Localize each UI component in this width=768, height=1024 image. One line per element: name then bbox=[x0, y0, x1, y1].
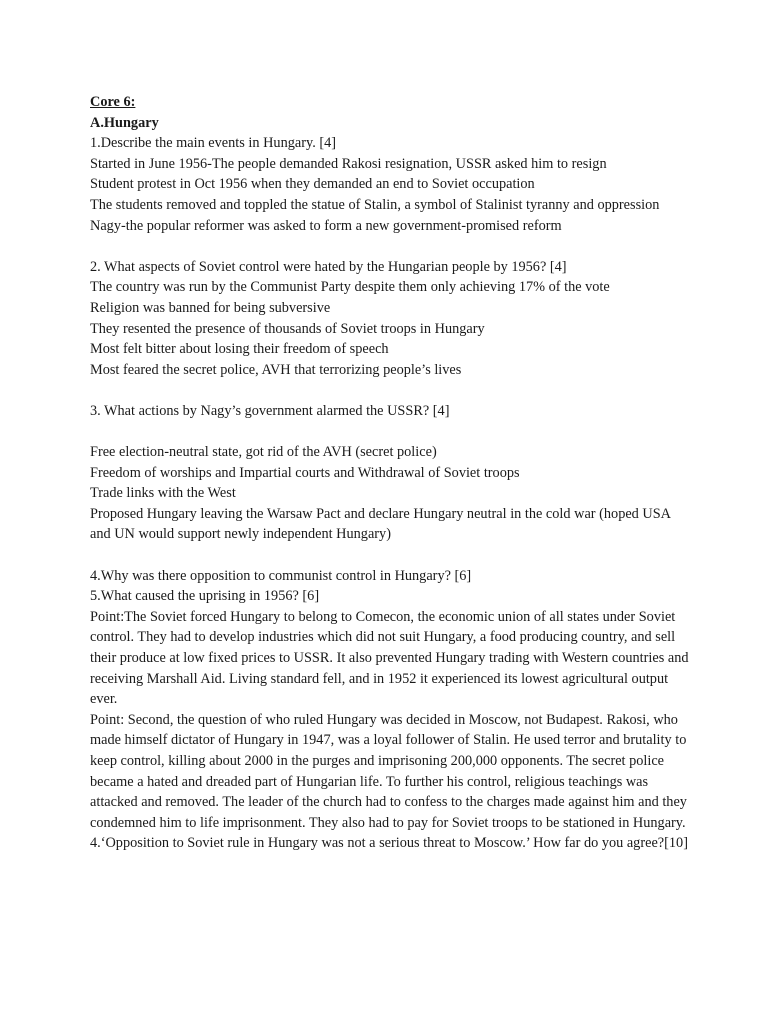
answer-line: Religion was banned for being subversive bbox=[90, 299, 331, 316]
answer-line: Trade links with the West bbox=[90, 485, 236, 502]
answer-line: Most felt bitter about losing their freedom of speech bbox=[90, 341, 389, 358]
core-heading: Core 6: bbox=[90, 94, 136, 110]
section-heading: A.Hungary bbox=[90, 114, 159, 131]
spacer bbox=[90, 545, 690, 566]
answer-line: Nagy-the popular reformer was asked to form a new government-promised reform bbox=[90, 217, 562, 234]
question-1: 1.Describe the main events in Hungary. [4] bbox=[90, 135, 337, 152]
question-essay: 4.‘Opposition to Soviet rule in Hungary was not a serious threat to Moscow.’ How far do you agree?[10] bbox=[90, 835, 688, 852]
answer-line: Most feared the secret police, AVH that terrorizing people’s lives bbox=[90, 361, 462, 378]
answer-paragraph: Point:The Soviet forced Hungary to belong to Comecon, the economic union of all states under Soviet control. They had to develop industries which did not suit Hungary, a food producing country, and sell their produce at low fixed prices to USSR. It also prevented Hungary trading with Western countries and receiving Marshall Aid. Living standard fell, and in 1952 it experienced its lowest agricultural output ever. bbox=[90, 608, 689, 708]
spacer bbox=[90, 236, 690, 257]
answer-paragraph: Point: Second, the question of who ruled Hungary was decided in Moscow, not Budapest. Rakosi, who made himself dictator of Hungary in 1947, was a loyal follower of Stalin. He used terror and brutality to keep control, killing about 2000 in the purges and imprisoning 200,000 opponents. The secret police became a hated and dreaded part of Hungarian life. To further his control, religious teachings was attacked and removed. The leader of the church had to confess to the charges made against him and they condemned him to life imprisonment. They also had to pay for Soviet troops to be stationed in Hungary. bbox=[90, 711, 687, 831]
spacer bbox=[90, 422, 690, 443]
answer-line: Proposed Hungary leaving the Warsaw Pact and declare Hungary neutral in the cold war (hoped USA and UN would support newly independent Hungary) bbox=[90, 505, 671, 543]
answer-line: The country was run by the Communist Party despite them only achieving 17% of the vote bbox=[90, 279, 610, 296]
answer-line: Freedom of worships and Impartial courts and Withdrawal of Soviet troops bbox=[90, 464, 520, 481]
answer-line: Student protest in Oct 1956 when they demanded an end to Soviet occupation bbox=[90, 176, 535, 193]
answer-line: Free election-neutral state, got rid of the AVH (secret police) bbox=[90, 444, 437, 461]
document-page bbox=[90, 92, 690, 854]
answer-line: Started in June 1956-The people demanded Rakosi resignation, USSR asked him to resign bbox=[90, 155, 607, 172]
question-4: 4.Why was there opposition to communist control in Hungary? [6] bbox=[90, 567, 472, 584]
question-3: 3. What actions by Nagy’s government alarmed the USSR? [4] bbox=[90, 402, 450, 419]
question-2: 2. What aspects of Soviet control were hated by the Hungarian people by 1956? [4] bbox=[90, 258, 567, 275]
answer-line: They resented the presence of thousands of Soviet troops in Hungary bbox=[90, 320, 485, 337]
answer-line: The students removed and toppled the statue of Stalin, a symbol of Stalinist tyranny and oppression bbox=[90, 196, 660, 213]
spacer bbox=[90, 380, 690, 401]
question-5: 5.What caused the uprising in 1956? [6] bbox=[90, 588, 320, 605]
